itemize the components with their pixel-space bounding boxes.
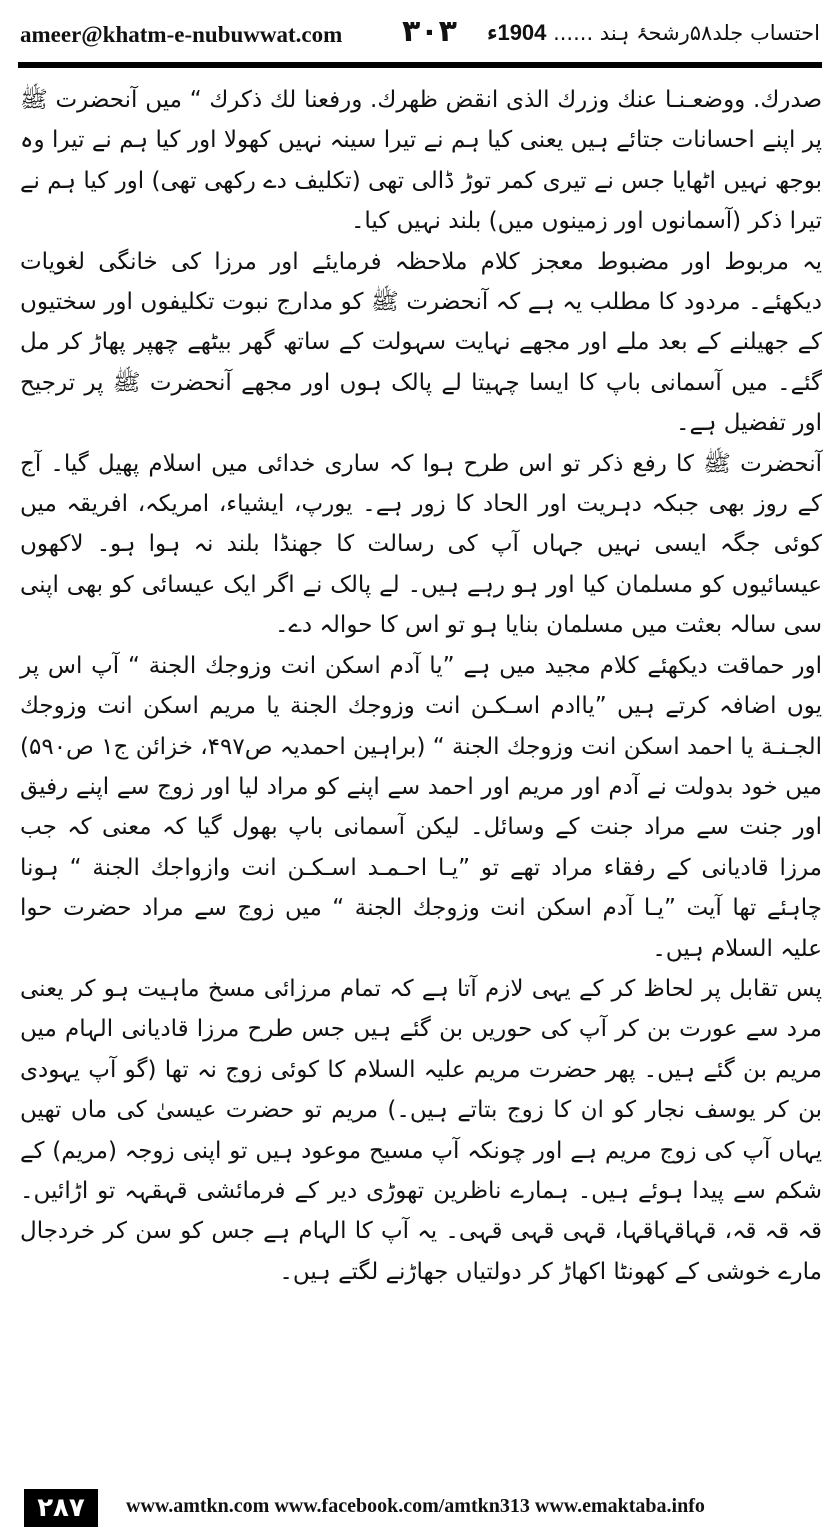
page-header bbox=[16, 12, 824, 58]
paragraph-5: پس تقابل پر لحاظ کر کے یہی لازم آتا ہے کہ تمام مرزائی مسخ ماہیت ہو کر یعنی مرد سے عورت بن کر آپ کی حوریں بن گئے ہیں جس طرح مرزا قادیانی الہام میں مریم بن گئے ہیں۔ پھر حضرت مریم علیہ السلام کا کوئی زوج نہ تھا (گو آپ یہودی بن کر یوسف نجار کو ان کا زوج بتاتے ہیں۔) مریم تو حضرت عیسیٰ کی ماں تھیں یہاں آپ کی زوج مریم ہے اور چونکہ آپ مسیح موعود ہیں تو اپنی زوجہ (مریم) کے شکم سے پیدا ہوئے ہیں۔ ہمارے ناظرین تھوڑی دیر کے فرمائشی قہقہہ تو اڑائیں۔ قہ قہ قہ، قہاقہاقہا، قہی قہی قہی۔ یہ آپ کا الہام ہے جس کو سن کر خردجال مارے خوشی کے کھونٹا اکھاڑ کر دولتیاں جھاڑنے لگتے ہیں۔ bbox=[20, 975, 822, 1285]
header-page-number: ۳۰۳ bbox=[402, 14, 457, 49]
header-divider bbox=[18, 62, 822, 68]
header-title bbox=[487, 20, 820, 46]
header-email: ameer@khatm-e-nubuwwat.com bbox=[20, 22, 343, 47]
paragraph-4: اور حماقت دیکھئے کلام مجید میں ہے ”یا آدم اسکن انت وزوجك الجنة “ آپ اس پر یوں اضافہ کرتے ہیں ”یاادم اسـکـن انت وزوجك الجنة یا مریم اسکن انت وزوجك الجـنـة یا احمد اسکن انت وزوجك الجنة “ (براہین احمدیہ ص۴۹۷، خزائن ج۱ ص۵۹۰) میں خود بدولت نے آدم اور مریم اور احمد سے اپنے کو مراد لیا اور زوج سے اپنے رفیق اور جنت سے مراد جنت کے وسائل۔ لیکن آسمانی باپ بھول گیا کہ معنی کہ جب مرزا قادیانی کے رفقاء مراد تھے تو ”یـا احـمـد اسـکـن انت وازواجك الجنة “ ہونا چاہئے تھا آیت ”یـا آدم اسکن انت وزوجك الجنة “ میں زوج سے مراد حضرت حوا علیہ السلام ہیں۔ bbox=[20, 652, 822, 962]
paragraph-3: آنحضرت ﷺ کا رفع ذکر تو اس طرح ہوا کہ ساری خدائی میں اسلام پھیل گیا۔ آج کے روز بھی جبکہ دہریت اور الحاد کا زور ہے۔ یورپ، ایشیاء، امریکہ، افریقہ میں کوئی جگہ ایسی نہیں جہاں آپ کی رسالت کا جھنڈا بلند نہ ہوا ہو۔ لاکھوں عیسائیوں کو مسلمان کیا اور ہو رہے ہیں۔ لے پالک نے اگر ایک عیسائی کو بھی اپنی سی سالہ بعثت میں مسلمان بنایا ہو تو اس کا حوالہ دے۔ bbox=[20, 450, 822, 639]
page-footer bbox=[14, 1487, 826, 1531]
header-title-year: 1904ء bbox=[487, 20, 547, 45]
footer-links: www.amtkn.com www.facebook.com/amtkn313 www.emaktaba.info bbox=[126, 1495, 705, 1517]
paragraph-2: یہ مربوط اور مضبوط معجز کلام ملاحظہ فرمایئے اور مرزا کی خانگی لغویات دیکھئے۔ مردود کا مطلب یہ ہے کہ آنحضرت ﷺ کو مدارج نبوت تکلیفوں اور سختیوں کے جھیلنے کے بعد ملے اور مجھے نہایت سہولت کے ساتھ گھر بیٹھے چھپر پھاڑ کر مل گئے۔ میں آسمانی باپ کا ایسا چہیتا لے پالک ہوں اور مجھے آنحضرت ﷺ پر ترجیح اور تفضیل ہے۔ bbox=[20, 248, 822, 437]
header-title-text: احتساب جلد۵۸رشحۂ ہند ...... bbox=[546, 21, 820, 45]
paragraph-1: صدرك. ووضعـنـا عنك وزرك الذى انقض ظهرك. ورفعنا لك ذكرك “ میں آنحضرت ﷺ پر اپنے احسانات جتائے ہیں یعنی کیا ہم نے تیرا سینہ نہیں کھولا اور کیا ہم نے تیرا وہ بوجھ نہیں اٹھایا جس نے تیری کمر توڑ ڈالی تھی (تکلیف دے رکھی تھی) اور کیا ہم نے تیرا ذکر (آسمانوں اور زمینوں میں) بلند نہیں کیا۔ bbox=[20, 87, 822, 235]
page-body bbox=[20, 80, 822, 1292]
footer-page-number: ۲۸۷ bbox=[24, 1489, 98, 1527]
